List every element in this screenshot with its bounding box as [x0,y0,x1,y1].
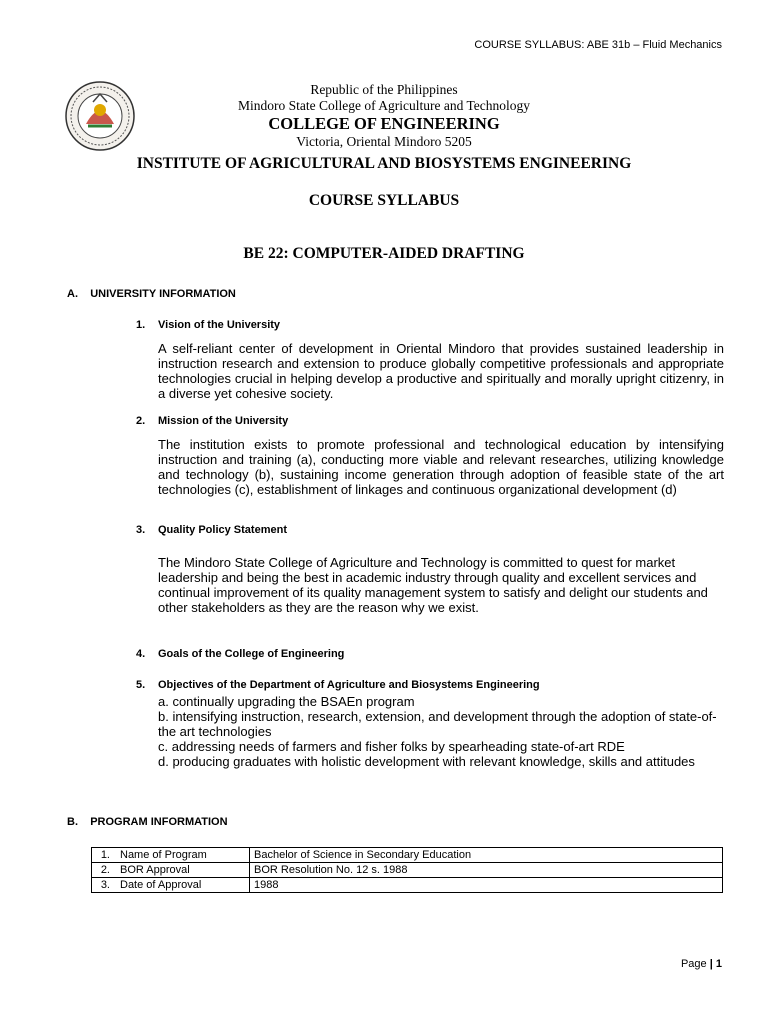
letterhead-country: Republic of the Philippines [310,82,458,97]
document-type-title: COURSE SYLLABUS [308,192,460,209]
vision-text: A self-reliant center of development in Oriental Mindoro that provides sustained leadership in instruction research and extension to produce globally competitive professionals and appropriate technologies crucial in helping develop a productive and spiritually and morally upright citizenry, in a diverse yet cohesive society. [158,341,724,401]
item-vision-heading [136,319,280,331]
quality-policy-text: The Mindoro State College of Agriculture and Technology is committed to quest for market leadership and being the best in academic industry through quality and excellent services and continual improvement of its quality management system to satisfy and delight our students and other stakeholders as they are the reason why we exist. [158,555,708,615]
table-row [92,878,723,893]
section-a-heading: A. UNIVERSITY INFORMATION [67,288,236,300]
item-label: Vision of the University [158,319,281,331]
item-number: 3. [136,524,146,536]
item-label: Quality Policy Statement [158,524,287,536]
item-label: Mission of the University [158,415,289,427]
item-number: 2. [136,415,146,427]
course-title: BE 22: COMPUTER-AIDED DRAFTING [243,245,525,262]
objective-item: c. addressing needs of farmers and fisher folks by spearheading state-of-art RDE [158,739,625,754]
item-label: Goals of the College of Engineering [158,648,345,660]
institute-title: INSTITUTE OF AGRICULTURAL AND BIOSYSTEMS ENGINEERING [136,155,632,172]
item-quality-policy-heading [136,524,287,536]
letterhead-college: COLLEGE OF ENGINEERING [268,114,500,133]
row-value: BOR Resolution No. 12 s. 1988 [250,863,723,878]
running-header: COURSE SYLLABUS: ABE 31b – Fluid Mechanics [474,39,722,51]
page-number: | 1 [709,958,722,970]
objective-item: a. continually upgrading the BSAEn program [158,694,415,709]
mission-text: The institution exists to promote professional and technological education by intensifying instruction and training (a), conducting more viable and relevant researches, utilizing knowledge and technology (b), sustaining income generation through adoption of feasible state of the art technologies (c), establishment of linkages and continuous organizational development (d) [158,437,724,497]
table-row [92,848,723,863]
letterhead-institution: Mindoro State College of Agriculture and Technology [238,98,530,113]
row-number: 1. [92,848,113,863]
objective-item: d. producing graduates with holistic development with relevant knowledge, skills and attitudes [158,754,695,769]
item-label: Objectives of the Department of Agriculture and Biosystems Engineering [158,679,540,691]
item-goals-heading [136,648,344,660]
row-label: Date of Approval [112,878,250,893]
objective-item: b. intensifying instruction, research, extension, and development through the adoption of state-of-the art technologies [158,709,717,739]
objectives-list [158,694,724,769]
item-number: 1. [136,319,146,331]
item-mission-heading [136,415,288,427]
page-label: Page [680,958,707,970]
table-row [92,863,723,878]
row-number: 2. [92,863,113,878]
page-footer [681,958,722,970]
row-label: Name of Program [112,848,250,863]
section-b-heading: B. PROGRAM INFORMATION [67,816,228,828]
item-number: 5. [136,679,146,691]
letterhead-address: Victoria, Oriental Mindoro 5205 [296,134,472,149]
row-label: BOR Approval [112,863,250,878]
row-value: 1988 [250,878,723,893]
row-value: Bachelor of Science in Secondary Education [250,848,723,863]
item-number: 4. [136,648,146,660]
program-info-table [91,847,723,893]
row-number: 3. [92,878,113,893]
letterhead [0,82,768,150]
item-objectives-heading [136,679,540,691]
